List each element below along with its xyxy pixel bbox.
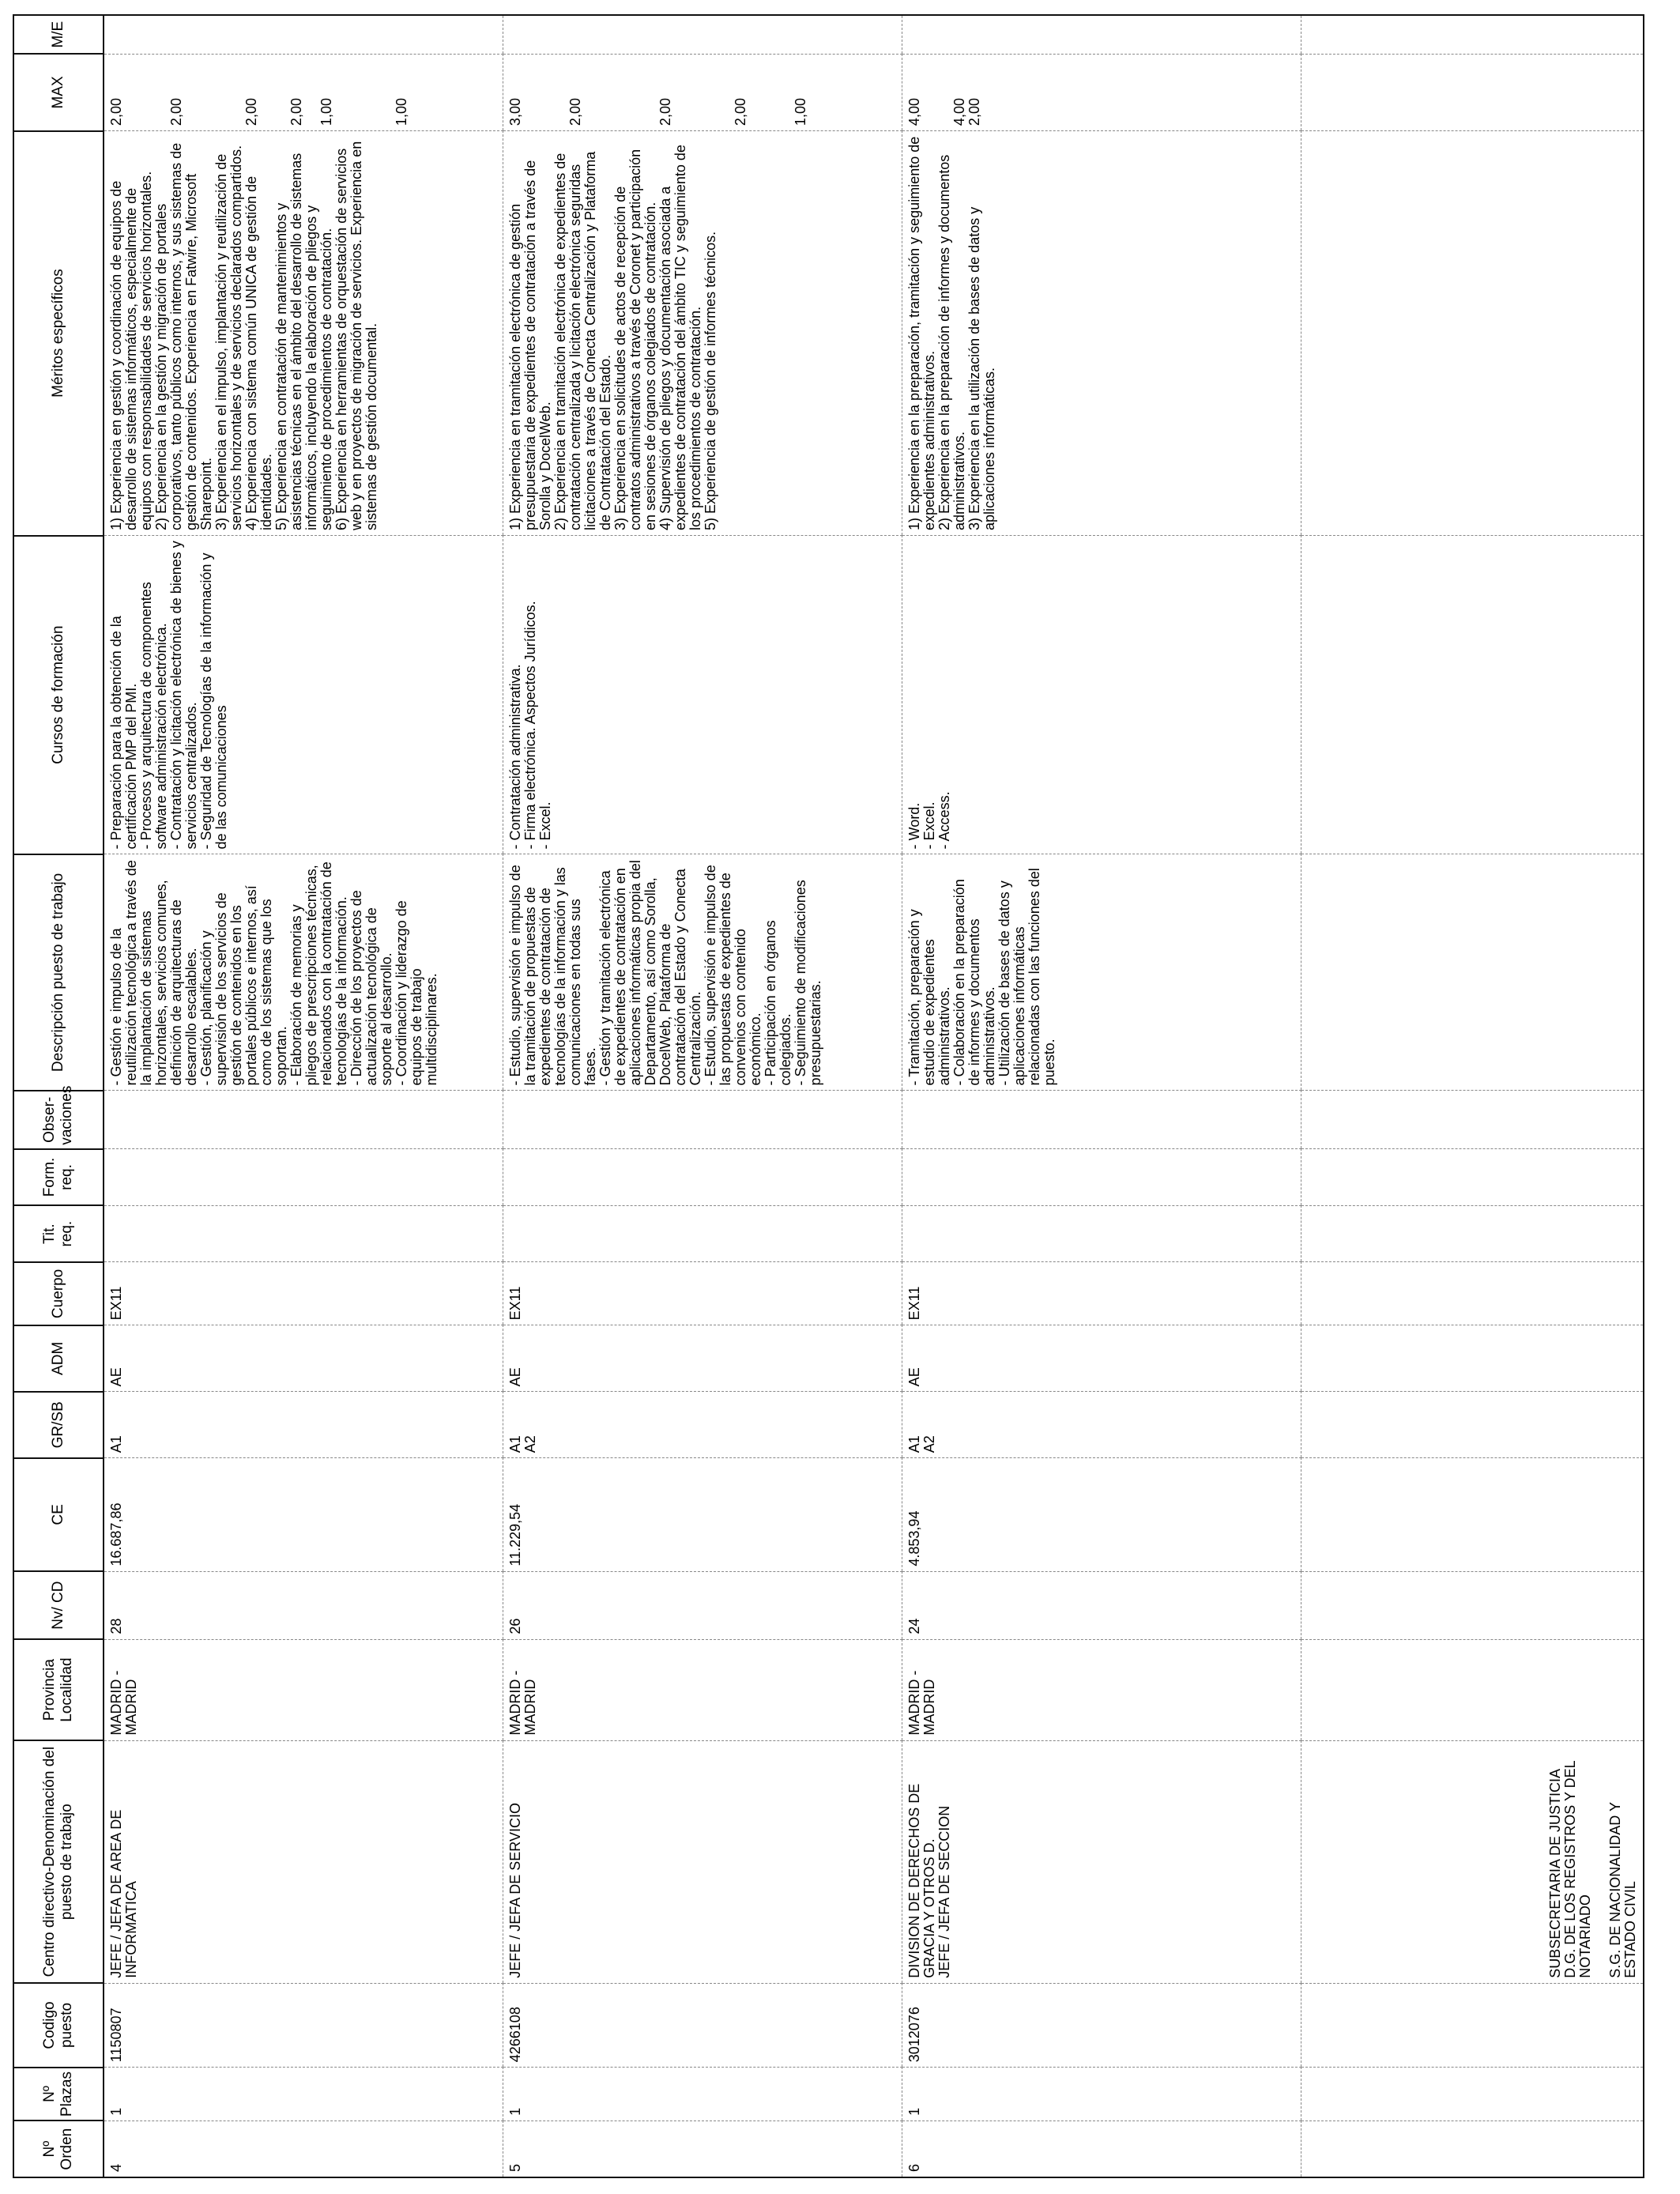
cursos-cell: - Preparación para la obtención de la certificación PMP del PMI. - Procesos y arquitectura de componentes software administración electrónica. - Contratación y licitación electrónica de bienes y servicios centralizados. - Seguridad de Tecnologías de la información y de las comunicaciones <box>104 536 503 854</box>
centro-cell <box>104 1740 503 1983</box>
col-descripcion: Descripción puesto de trabajo <box>13 854 104 1091</box>
max-value: 2,00 <box>243 98 259 126</box>
positions-table-sheet <box>13 14 1638 2178</box>
provincia-cell: MADRID - MADRID <box>503 1639 902 1740</box>
col-cuerpo: Cuerpo <box>13 1262 104 1325</box>
nivel-cell: 26 <box>503 1571 902 1639</box>
meritos-cell <box>104 131 503 536</box>
col-plazas: Nº Plazas <box>13 2068 104 2121</box>
max-value: 2,00 <box>168 98 184 126</box>
codigo-cell: 1150807 <box>104 1983 503 2067</box>
cuerpo-cell: EX11 <box>902 1262 1301 1325</box>
provincia-cell: MADRID - MADRID <box>104 1639 503 1740</box>
ce-cell: 11.229,54 <box>503 1458 902 1571</box>
merit-item: 5) Experiencia en contratación de mantenimientos y asistencias técnicas en el ámbito del desarrollo de sistemas informáticos, incluyendo la elaboración de pliegos y seguimiento de procedimientos de contratación. <box>273 153 334 531</box>
adm-cell: AE <box>104 1325 503 1392</box>
provincia-cell: MADRID - MADRID <box>902 1639 1301 1740</box>
merit-item: 3) Experiencia en el impulso, implantación y reutilización de servicios horizontales y de servicios declarados compartidos. <box>213 145 244 531</box>
titulacion-cell <box>503 1205 902 1262</box>
merit-item: 1) Experiencia en tramitación electrónica de gestión presupuestaria de expedientes de contratación a través de Sorolla y DocelWeb. <box>507 160 553 531</box>
observaciones-cell <box>104 1091 503 1149</box>
max-value: 2,00 <box>108 98 124 126</box>
merit-item: 1) Experiencia en gestión y coordinación de equipos de desarrollo de sistemas informáticos, especialmente de equipos con responsabilidades de servicios horizontales. <box>108 171 154 531</box>
col-meritos: Méritos específicos <box>13 131 104 536</box>
formacion-req-cell <box>503 1149 902 1206</box>
max-value: 2,00 <box>288 98 304 126</box>
col-grupo: GR/SB <box>13 1392 104 1458</box>
col-ce: CE <box>13 1458 104 1571</box>
centro-cell <box>503 1740 902 1983</box>
merit-item: 3) Experiencia en la utilización de bases de datos y aplicaciones informáticas. <box>966 206 997 531</box>
position-title: JEFE / JEFA DE SECCION <box>936 1805 952 1978</box>
max-cell <box>104 54 503 130</box>
max-value: 1,00 <box>793 98 808 126</box>
grupo-cell: A1 <box>104 1392 503 1458</box>
adm-cell: AE <box>902 1325 1301 1392</box>
max-value: 4,00 <box>951 98 967 126</box>
col-orden: Nº Orden <box>13 2120 104 2177</box>
cursos-cell: - Word. - Excel. - Access. <box>902 536 1301 854</box>
col-nivel: Nv/ CD <box>13 1571 104 1639</box>
codigo-cell: 4266108 <box>503 1983 902 2067</box>
table-row <box>902 15 1301 2177</box>
centro-cell <box>902 1740 1301 1983</box>
plazas-cell: 1 <box>104 2068 503 2121</box>
descripcion-cell: - Tramitación, preparación y estudio de expedientes administrativos. - Colaboración en la preparación de informes y documentos administrativos. - Utilización de bases de datos y aplicaciones informáticas relacionadas con las funciones del puesto. <box>902 854 1301 1091</box>
max-value: 3,00 <box>507 98 523 126</box>
descripcion-cell: - Estudio, supervisión e impulso de la tramitación de propuestas de expedientes de contratación de tecnologías de la información y las comunicaciones en todas sus fases. - Gestión y tramitación electrónica de expedientes de contratación en aplicaciones informáticas propia del Departamento, así como Sorolla, DocelWeb, Plataforma de contratación del Estado y Conecta Centralización. - Estudio, supervisión e impulso de las propuestas de expedientes de convenios con contenido económico. - Participación en órganos colegiados. - Seguimiento de modificaciones presupuestarias. <box>503 854 902 1091</box>
grupo-cell: A1 A2 <box>503 1392 902 1458</box>
orden-cell: 4 <box>104 2120 503 2177</box>
titulacion-cell <box>902 1205 1301 1262</box>
ce-cell: 16.687,86 <box>104 1458 503 1571</box>
merit-item: 2) Experiencia en tramitación electrónica de expedientes de contratación centralizada y licitación electrónica seguridas licitaciones a través de Conecta Centralización y Plataforma de Contratación del Estado. <box>552 151 613 531</box>
max-value: 1,00 <box>394 98 409 126</box>
nivel-cell: 24 <box>902 1571 1301 1639</box>
header-row <box>13 15 104 2177</box>
col-centro: Centro directivo-Denominación del puesto de trabajo <box>13 1740 104 1983</box>
col-observaciones: Obser- vaciones <box>13 1091 104 1149</box>
merit-item: 4) Experiencia con sistema común UNICA de gestión de identidades. <box>243 175 274 531</box>
cuerpo-cell: EX11 <box>503 1262 902 1325</box>
plazas-cell: 1 <box>902 2068 1301 2121</box>
merit-item: 4) Supervisión de pliegos y documentación asociada a expedientes de contratación del ámbito TIC y seguimiento de los procedimientos de contratación. <box>657 145 703 531</box>
merit-item: 6) Experiencia en herramientas de orquestación de servicios web y en proyectos de migración de servicios. Experiencia en sistemas de gestión documental. <box>333 141 379 531</box>
merit-item: 2) Experiencia en la preparación de informes y documentos administrativos. <box>936 154 967 531</box>
observaciones-cell <box>902 1091 1301 1149</box>
col-adm: ADM <box>13 1325 104 1392</box>
grupo-cell: A1 A2 <box>902 1392 1301 1458</box>
merit-item: 1) Experiencia en la preparación, tramitación y seguimiento de expedientes administrativos. <box>906 136 937 531</box>
positions-table <box>13 14 1644 2178</box>
ce-cell: 4.853,94 <box>902 1458 1301 1571</box>
merit-item: 3) Experiencia en solicitudes de actos de recepción de contratos administrativos a través de Coronet y participación en sesiones de órganos colegiados de contratación. <box>612 149 658 531</box>
col-formacion-req: Form. req. <box>13 1149 104 1206</box>
orden-cell: 6 <box>902 2120 1301 2177</box>
col-max: MAX <box>13 54 104 130</box>
max-cell <box>902 54 1301 130</box>
max-value: 2,00 <box>657 98 673 126</box>
section-footer-row <box>1301 15 1644 2177</box>
table-row <box>104 15 503 2177</box>
formacion-req-cell <box>104 1149 503 1206</box>
plazas-cell: 1 <box>503 2068 902 2121</box>
max-value: 2,00 <box>733 98 748 126</box>
me-cell <box>104 15 503 54</box>
col-titulacion: Tit. req. <box>13 1205 104 1262</box>
col-provincia: Provincia Localidad <box>13 1639 104 1740</box>
titulacion-cell <box>104 1205 503 1262</box>
cursos-cell: - Contratación administrativa. - Firma electrónica. Aspectos Jurídicos. - Excel. <box>503 536 902 854</box>
position-title: JEFE / JEFA DE AREA DE INFORMATICA <box>108 1809 139 1978</box>
max-value: 1,00 <box>318 98 334 126</box>
col-codigo: Codigo puesto <box>13 1983 104 2067</box>
max-value: 2,00 <box>966 98 982 126</box>
max-value: 4,00 <box>906 98 922 126</box>
centro-directivo-footer: SUBSECRETARIA DE JUSTICIA D.G. DE LOS REGISTROS Y DEL NOTARIADO S.G. DE NACIONALIDAD Y ESTADO CIVIL <box>1301 1740 1644 1983</box>
nivel-cell: 28 <box>104 1571 503 1639</box>
position-title: JEFE / JEFA DE SERVICIO <box>507 1803 523 1978</box>
merit-item: 2) Experiencia en la gestión y migración de portales corporativos, tanto públicos como internos, y sus sistemas de gestión de contenidos. Experiencia en Fatwire, Microsoft Sharepoint. <box>153 142 214 531</box>
centro-directivo: DIVISION DE DERECHOS DE GRACIA Y OTROS D. <box>906 1783 937 1978</box>
meritos-cell <box>503 131 902 536</box>
observaciones-cell <box>503 1091 902 1149</box>
adm-cell: AE <box>503 1325 902 1392</box>
max-cell <box>503 54 902 130</box>
col-me: M/E <box>13 15 104 54</box>
orden-cell: 5 <box>503 2120 902 2177</box>
me-cell <box>503 15 902 54</box>
meritos-cell <box>902 131 1301 536</box>
table-row <box>503 15 902 2177</box>
me-cell <box>902 15 1301 54</box>
codigo-cell: 3012076 <box>902 1983 1301 2067</box>
max-value: 2,00 <box>567 98 583 126</box>
merit-item: 5) Experiencia de gestión de informes técnicos. <box>703 231 718 531</box>
col-cursos: Cursos de formación <box>13 536 104 854</box>
cuerpo-cell: EX11 <box>104 1262 503 1325</box>
descripcion-cell: - Gestión e impulso de la reutilización tecnológica a través de la implantación de sistemas horizontales, servicios comunes, definición de arquitecturas de desarrollo escalables. - Gestión, planificación y supervisión de los servicios de gestión de contenidos en los portales públicos e internos, así como de los sistemas que los soportan. - Elaboración de memorias y pliegos de prescripciones técnicas, relacionados con la contratación de tecnologías de la información. - Dirección de los proyectos de actualización tecnológica de soporte al desarrollo. - Coordinación y liderazgo de equipos de trabajo multidisciplinares. <box>104 854 503 1091</box>
formacion-req-cell <box>902 1149 1301 1206</box>
